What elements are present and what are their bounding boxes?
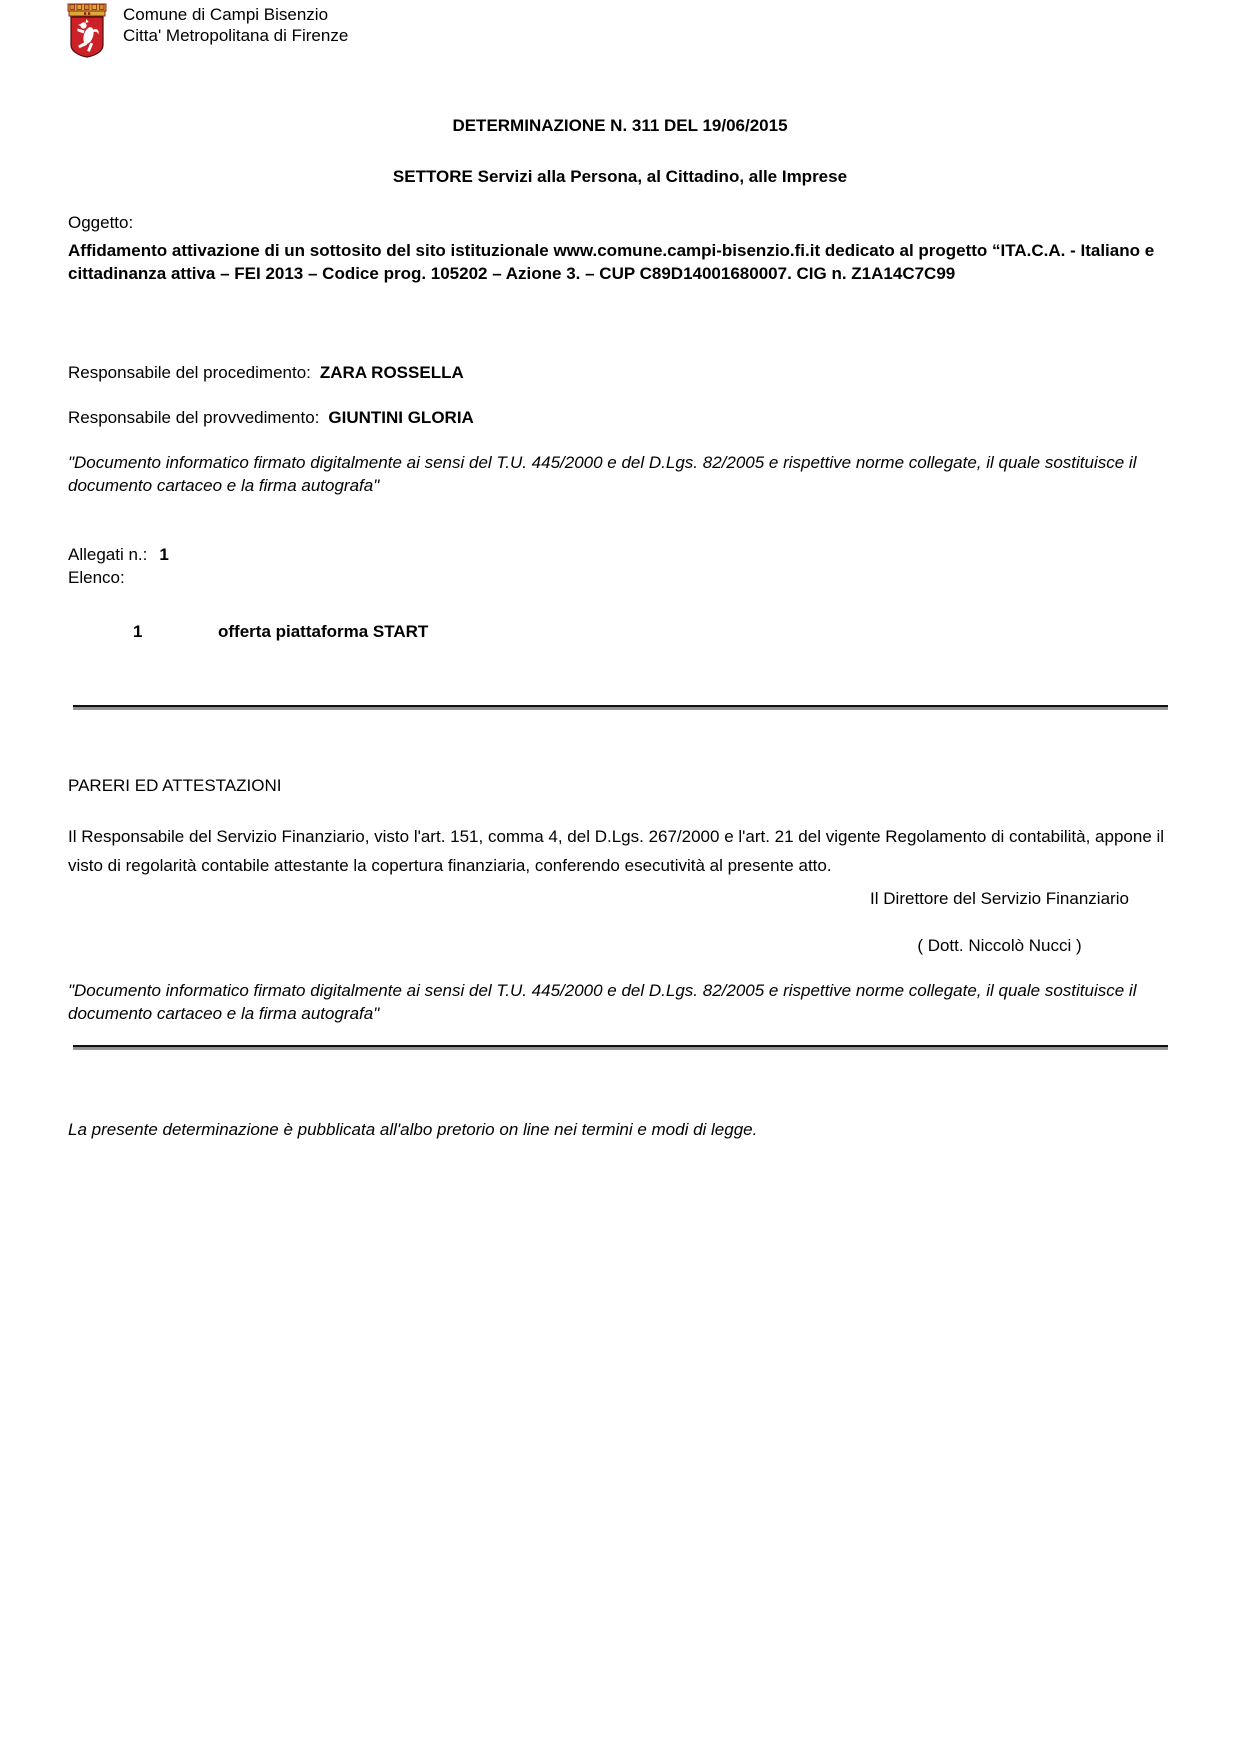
shield-shape [71, 17, 103, 57]
digital-signature-disclaimer: "Documento informatico firmato digitalmente ai sensi del T.U. 445/2000 e del D.Lgs. 82/2005 e rispettive norme collegate, il quale sostituisce il documento cartaceo e la firma autografa" [68, 981, 1137, 1023]
responsible-provvedimento-label: Responsabile del provvedimento: [68, 408, 320, 427]
attachment-item-text: offerta piattaforma START [218, 622, 429, 641]
signature-name: ( Dott. Niccolò Nucci ) [917, 936, 1082, 955]
signature-block [827, 887, 1172, 957]
attachments-label: Allegati n.: [68, 545, 148, 564]
responsible-procedimento-line [68, 361, 1172, 384]
horizontal-rule [73, 705, 1168, 710]
responsible-provvedimento-line [68, 406, 1172, 429]
responsible-procedimento-name: ZARA ROSSELLA [319, 363, 464, 382]
coat-of-arms-icon [63, 2, 111, 58]
org-name: Comune di Campi Bisenzio [123, 5, 329, 24]
subject-text: Affidamento attivazione di un sottosito del sito istituzionale www.comune.campi-bisenzio.fi.it dedicato al progetto “ITA.C.A. - Italiano e cittadinanza attiva – FEI 2013 – Codice prog. 105202 – Azione 3. – CUP C89D14001680007. CIG n. Z1A14C7C99 [68, 241, 1155, 283]
document-title: DETERMINAZIONE N. 311 DEL 19/06/2015 [452, 116, 788, 135]
publication-note: La presente determinazione è pubblicata all'albo pretorio on line nei termini e modi di legge. [68, 1120, 758, 1139]
pareri-heading: PARERI ED ATTESTAZIONI [68, 776, 282, 795]
signature-role: Il Direttore del Servizio Finanziario [870, 889, 1129, 908]
attachment-item [68, 620, 1172, 643]
digital-signature-disclaimer: "Documento informatico firmato digitalmente ai sensi del T.U. 445/2000 e del D.Lgs. 82/2005 e rispettive norme collegate, il quale sostituisce il documento cartaceo e la firma autografa" [68, 453, 1137, 495]
responsible-procedimento-label: Responsabile del procedimento: [68, 363, 311, 382]
attachments-line [68, 543, 1172, 566]
attachment-item-number: 1 [133, 622, 143, 641]
attachments-list-label: Elenco: [68, 568, 125, 587]
pareri-body: Il Responsabile del Servizio Finanziario, visto l'art. 151, comma 4, del D.Lgs. 267/2000 e l'art. 21 del vigente Regolamento di contabilità, appone il visto di regolarità contabile attestante la copertura finanziaria, conferendo esecutività al presente atto. [68, 827, 1165, 875]
horizontal-rule [73, 1045, 1168, 1050]
subject-label: Oggetto: [68, 213, 134, 232]
org-text-block [111, 2, 348, 58]
attachments-count: 1 [159, 545, 169, 564]
document-sector: SETTORE Servizi alla Persona, al Cittadino, alle Imprese [392, 167, 848, 186]
crown-shape [68, 4, 106, 16]
org-subtitle: Citta' Metropolitana di Firenze [123, 26, 349, 45]
document-header [63, 2, 1172, 58]
responsible-provvedimento-name: GIUNTINI GLORIA [328, 408, 474, 427]
